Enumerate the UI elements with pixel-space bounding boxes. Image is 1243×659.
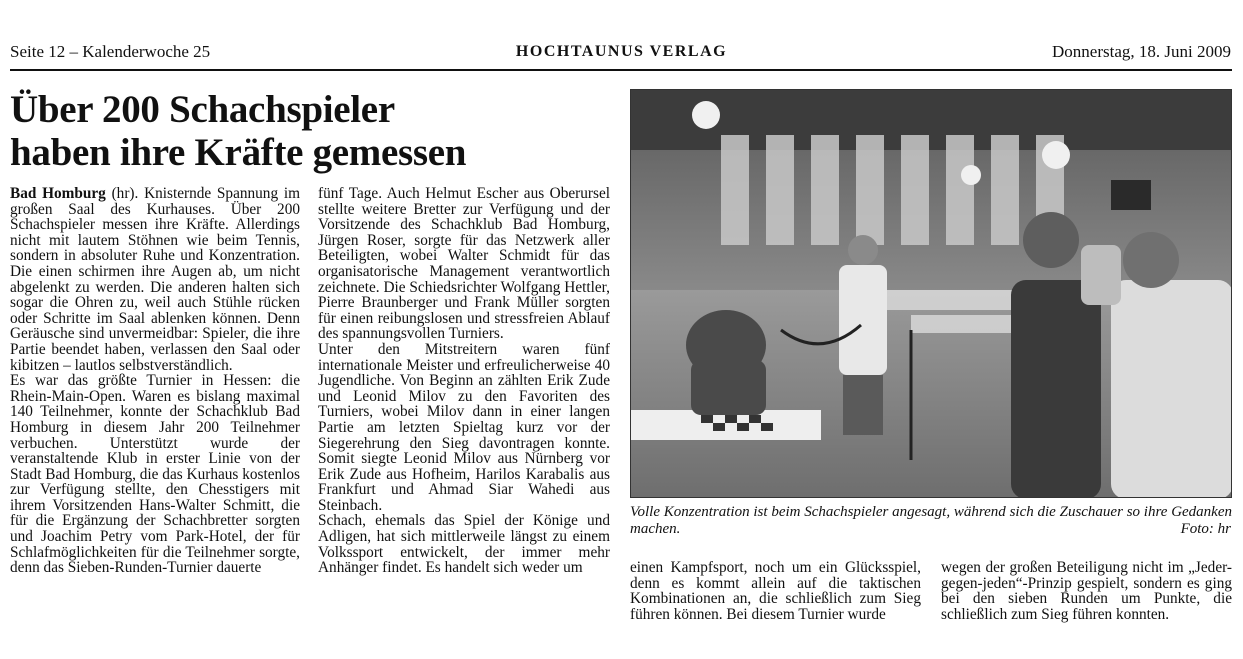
header-publisher: HOCHTAUNUS VERLAG [515,43,728,60]
paragraph-organizers: fünf Tage. Auch Helmut Escher aus Oberursel stellte weitere Bretter zur Verfügung und der Vorsitzende des Schachklub Bad Homburg, Jürgen Roser, sorgte für das Netzwerk aller Beteiligten, wobei Walter Schmidt für das organisatorische Management verantwortlich zeichnete. Die Schiedsrichter Wolfgang Hettler, Pierre Braunberger und Frank Müller sorgten für einen reibungslosen und stressfreien Ablauf des spannungsvollen Turniers. [318,185,610,343]
intro-text: (hr). Knisternde Spannung im großen Saal des Kurhauses. Über 200 Schachspieler messen ihre Kräfte. Allerdings nicht mit lautem Stöhnen wie beim Tennis, sondern in absoluter Ruhe und Konzentration. Die einen schirmen ihre Augen ab, um nicht abgelenkt zu werden. Die anderen halten sich sogar die Ohren zu, weil auch Stühle rücken oder Schritte im Saal ablenken können. Denn Geräusche sind unvermeidbar: Spieler, die ihre Partie beendet haben, verlassen den Saal oder kibitzen – lautlos selbstverständlich. [10,185,300,374]
photo-credit: Foto: hr [1180,521,1231,537]
article-headline [10,88,610,174]
paragraph-results: Unter den Mitstreitern waren fünf internationale Meister und erfreulicherweise 40 Jugendliche. Von Beginn an zählten Erik Zude und Leonid Milov zu den Favoriten des Turniers, wobei Milov dann in einer langen Partie am letzten Spieltag kurz vor der Siegerehrung den Sieg davontragen konnte. Somit siegte Leonid Milov aus Nürnberg vor Erik Zude aus Hofheim, Harilos Karabalis aus Frankfurt und Ahmad Siar Wahedi aus Steinbach. [318,340,610,514]
article-column-3 [630,560,921,622]
photo-caption: Volle Konzentration ist beim Schachspieler angesagt, während sich die Zuschauer so ihre Gedanken machen. [630,504,1232,537]
paragraph-chess-history: Schach, ehemals das Spiel der Könige und Adligen, hat sich mittlerweile längst zu einem Volkssport entwickelt, der immer mehr Anhänger findet. Es handelt sich weder um [318,512,610,577]
header-page-info: Seite 12 – Kalenderwoche 25 [10,42,211,61]
header-rule [10,69,1232,71]
header-date: Donnerstag, 18. Juni 2009 [1052,42,1231,61]
paragraph-intro [10,186,300,373]
headline-line-1: Über 200 Schachspieler [10,88,395,131]
dateline-place: Bad Homburg [10,185,106,202]
article-column-1 [10,186,300,576]
headline-line-2: haben ihre Kräfte gemessen [10,131,467,174]
article-photo [630,89,1232,498]
paragraph-chess-cont-2: wegen der großen Beteiligung nicht im „Jeder-gegen-jeden“-Prinzip gespielt, sondern es ging bei den sieben Runden um Punkte, die schließlich zum Sieg führen konnten. [941,559,1232,623]
photo-chess-hall [631,90,1232,498]
paragraph-tournament: Es war das größte Turnier in Hessen: die Rhein-Main-Open. Waren es bislang maximal 140 Teilnehmer, konnte der Schachklub Bad Homburg in diesem Jahr 200 Teilnehmer verbuchen. Unterstützt wurde der veranstaltende Klub in erster Linie von der Stadt Bad Homburg, die das Kurhaus kostenlos zur Verfügung stellte, den Chesstigers mit ihrem Vorsitzenden Hans-Walter Schmitt, die für die Ergänzung der Schachbretter sorgten und Joachim Petry vom Park-Hotel, der für Schlafmöglichkeiten für die Teilnehmer sorgte, denn das Sieben-Runden-Turnier dauerte [10,372,300,577]
article-column-2 [318,186,610,576]
article-column-4 [941,560,1232,622]
paragraph-chess-cont-1: einen Kampfsport, noch um ein Glücksspiel, denn es kommt allein auf die taktischen Kombinationen an, die schließlich zum Sieg führen können. Bei diesem Turnier wurde [630,559,921,623]
